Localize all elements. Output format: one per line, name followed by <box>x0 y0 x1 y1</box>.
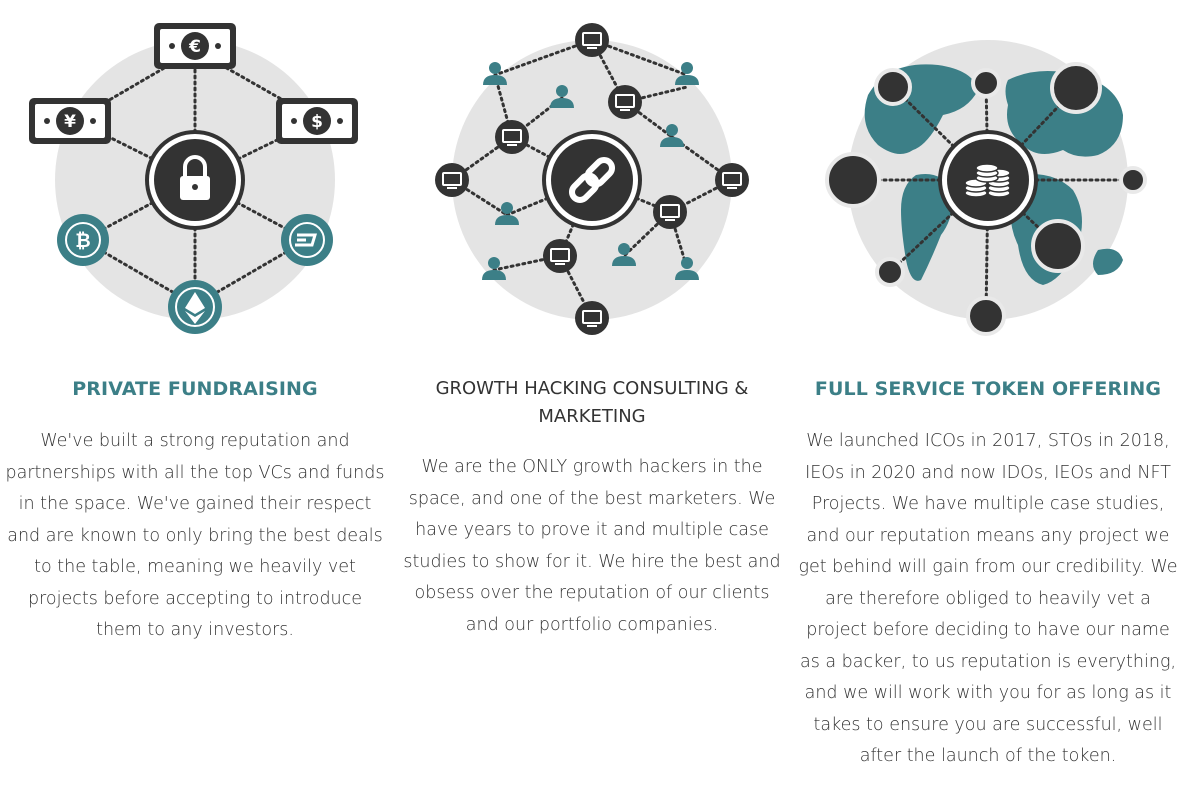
dash-coin-icon <box>281 214 333 266</box>
lock-icon <box>147 132 243 228</box>
service-title: GROWTH HACKING CONSULTING & MARKETING <box>435 378 749 427</box>
service-growth-hacking <box>402 0 782 789</box>
service-description: We are the ONLY growth hackers in the space, and one of the best marketers. We have years to prove it and multiple case studies to show for it. We hire the best and obsess over the reputation of our clients and our portfolio companies. <box>403 457 781 635</box>
dollar-bill-icon <box>276 98 358 144</box>
coins-icon <box>940 132 1036 228</box>
service-title: FULL SERVICE TOKEN OFFERING <box>814 378 1162 400</box>
growth-network-illustration <box>402 0 782 345</box>
svg-text:$: $ <box>311 112 323 132</box>
svg-text:¥: ¥ <box>64 112 76 132</box>
service-private-fundraising <box>5 0 385 789</box>
service-title: PRIVATE FUNDRAISING <box>72 378 318 400</box>
globe-network-illustration <box>798 0 1178 345</box>
yen-bill-icon <box>29 98 111 144</box>
ethereum-icon <box>168 280 222 334</box>
service-token-offering <box>798 0 1178 789</box>
service-description: We've built a strong reputation and partnerships with all the top VCs and funds in the space. We've gained their respect and are known to only bring the best deals to the table, meaning we heavily vet projects before accepting to introduce them to any investors. <box>5 431 385 640</box>
chain-link-icon <box>544 132 640 228</box>
bitcoin-icon <box>57 214 109 266</box>
svg-text:₿: ₿ <box>75 230 91 252</box>
euro-bill-icon <box>154 23 236 69</box>
fundraising-illustration <box>5 0 385 345</box>
service-description: We launched ICOs in 2017, STOs in 2018, IEOs in 2020 and now IDOs, IEOs and NFT Projects. We have multiple case studies, and our reputation means any project we get behind will gain from our credibility. We are therefore obliged to heavily vet a project before deciding to have our name as a backer, to us reputation is everything, and we will work with you for as long as it takes to ensure you are successful, well after the launch of the token. <box>798 431 1178 766</box>
svg-text:€: € <box>189 37 201 57</box>
